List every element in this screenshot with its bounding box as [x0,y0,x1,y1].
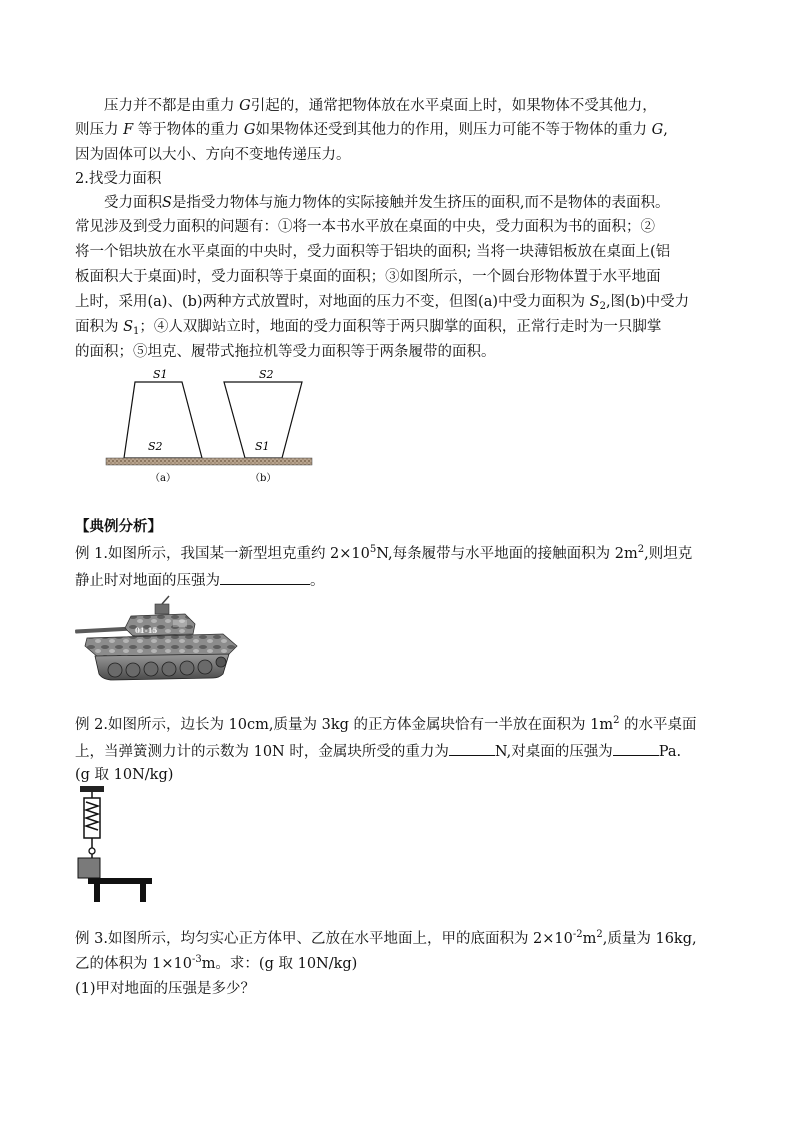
label-b-top: S2 [259,368,274,381]
label-a-top: S1 [153,368,168,381]
label-a-bottom: S2 [148,440,163,453]
example-1-line: 例 1.如图所示，我国某一新型坦克重约 $2\times 10^5N$,每条履带与水平地面的接触面积为 $2m^2$,则坦克 [75,544,693,562]
paragraph-line: 的面积；⑤坦克、履带式拖拉机等受力面积等于两条履带的面积。 [75,344,496,360]
spring-scale-figure [74,786,152,902]
paragraph-line: 将一个铝块放在水平桌面的中央时，受力面积等于铝块的面积; 当将一块薄铝板放在桌面上(铝 [75,244,671,260]
example-3-line: (1)甲对地面的压强是多少？ [75,981,256,997]
paragraph-line: 压力并不都是由重力 G引起的，通常把物体放在水平桌面上时，如果物体不受其他力， [104,98,657,114]
paragraph-line: 上时，采用(a)、(b)两种方式放置时，对地面的压力不变，但图(a)中受力面积为 $S_2$,图(b)中受力 [75,294,690,312]
label-b-bottom: S1 [255,440,270,453]
paragraph-line: 因为固体可以大小、方向不变地传递压力。 [75,147,351,163]
paragraph-line: 板面积大于桌面)时，受力面积等于桌面的面积；③如图所示，一个圆台形物体置于水平地面 [75,269,661,285]
metal-block [78,858,100,878]
example-3-line: 例 3.如图所示，均匀实心正方体甲、乙放在水平地面上，甲的底面积为 $2\times 10^{-2}m^2$,质量为 16kg, [75,929,697,947]
examples-heading: 【典例分析】 [75,518,162,535]
paragraph-line: 面积为 $S_1$；④人双脚站立时，地面的受力面积等于两只脚掌的面积，正常行走时为一只脚掌 [75,319,662,337]
example-2-line: 例 2.如图所示，边长为 10cm,质量为 3kg 的正方体金属块恰有一半放在面积为 $1m^2$ 的水平桌面 [75,715,697,733]
section-heading: 2.找受力面积 [75,171,162,187]
frustum-a [124,382,202,458]
example-3-line: 乙的体积为 $1\times 10^{-3}m$。求：(g 取 10N/kg) [75,954,358,972]
caption-b: （b） [250,473,277,484]
paragraph-line: 常见涉及到受力面积的问题有：①将一本书水平放在桌面的中央，受力面积为书的面积；② [75,219,655,235]
paragraph-line: 则压力 F 等于物体的重力 G如果物体还受到其他力的作用，则压力可能不等于物体的重力 G, [75,122,668,138]
example-2-line: 上，当弹簧测力计的示数为 10N 时，金属块所受的重力为 N,对桌面的压强为 Pa. [75,741,681,761]
example-2-line: (g 取 10N/kg) [75,767,174,783]
ground-strip [106,458,312,465]
frustum-figure [104,364,316,486]
tank-image [73,594,241,686]
answer-blank[interactable] [449,741,495,756]
example-1-line: 静止时对地面的压强为 。 [75,570,325,590]
answer-blank[interactable] [613,741,659,756]
table [88,878,152,884]
caption-a: （a） [150,473,176,484]
answer-blank[interactable] [220,570,310,585]
tank-number: 01-15 [135,626,158,635]
paragraph-line: 受力面积S是指受力物体与施力物体的实际接触并发生挤压的面积,而不是物体的表面积。 [104,195,670,211]
